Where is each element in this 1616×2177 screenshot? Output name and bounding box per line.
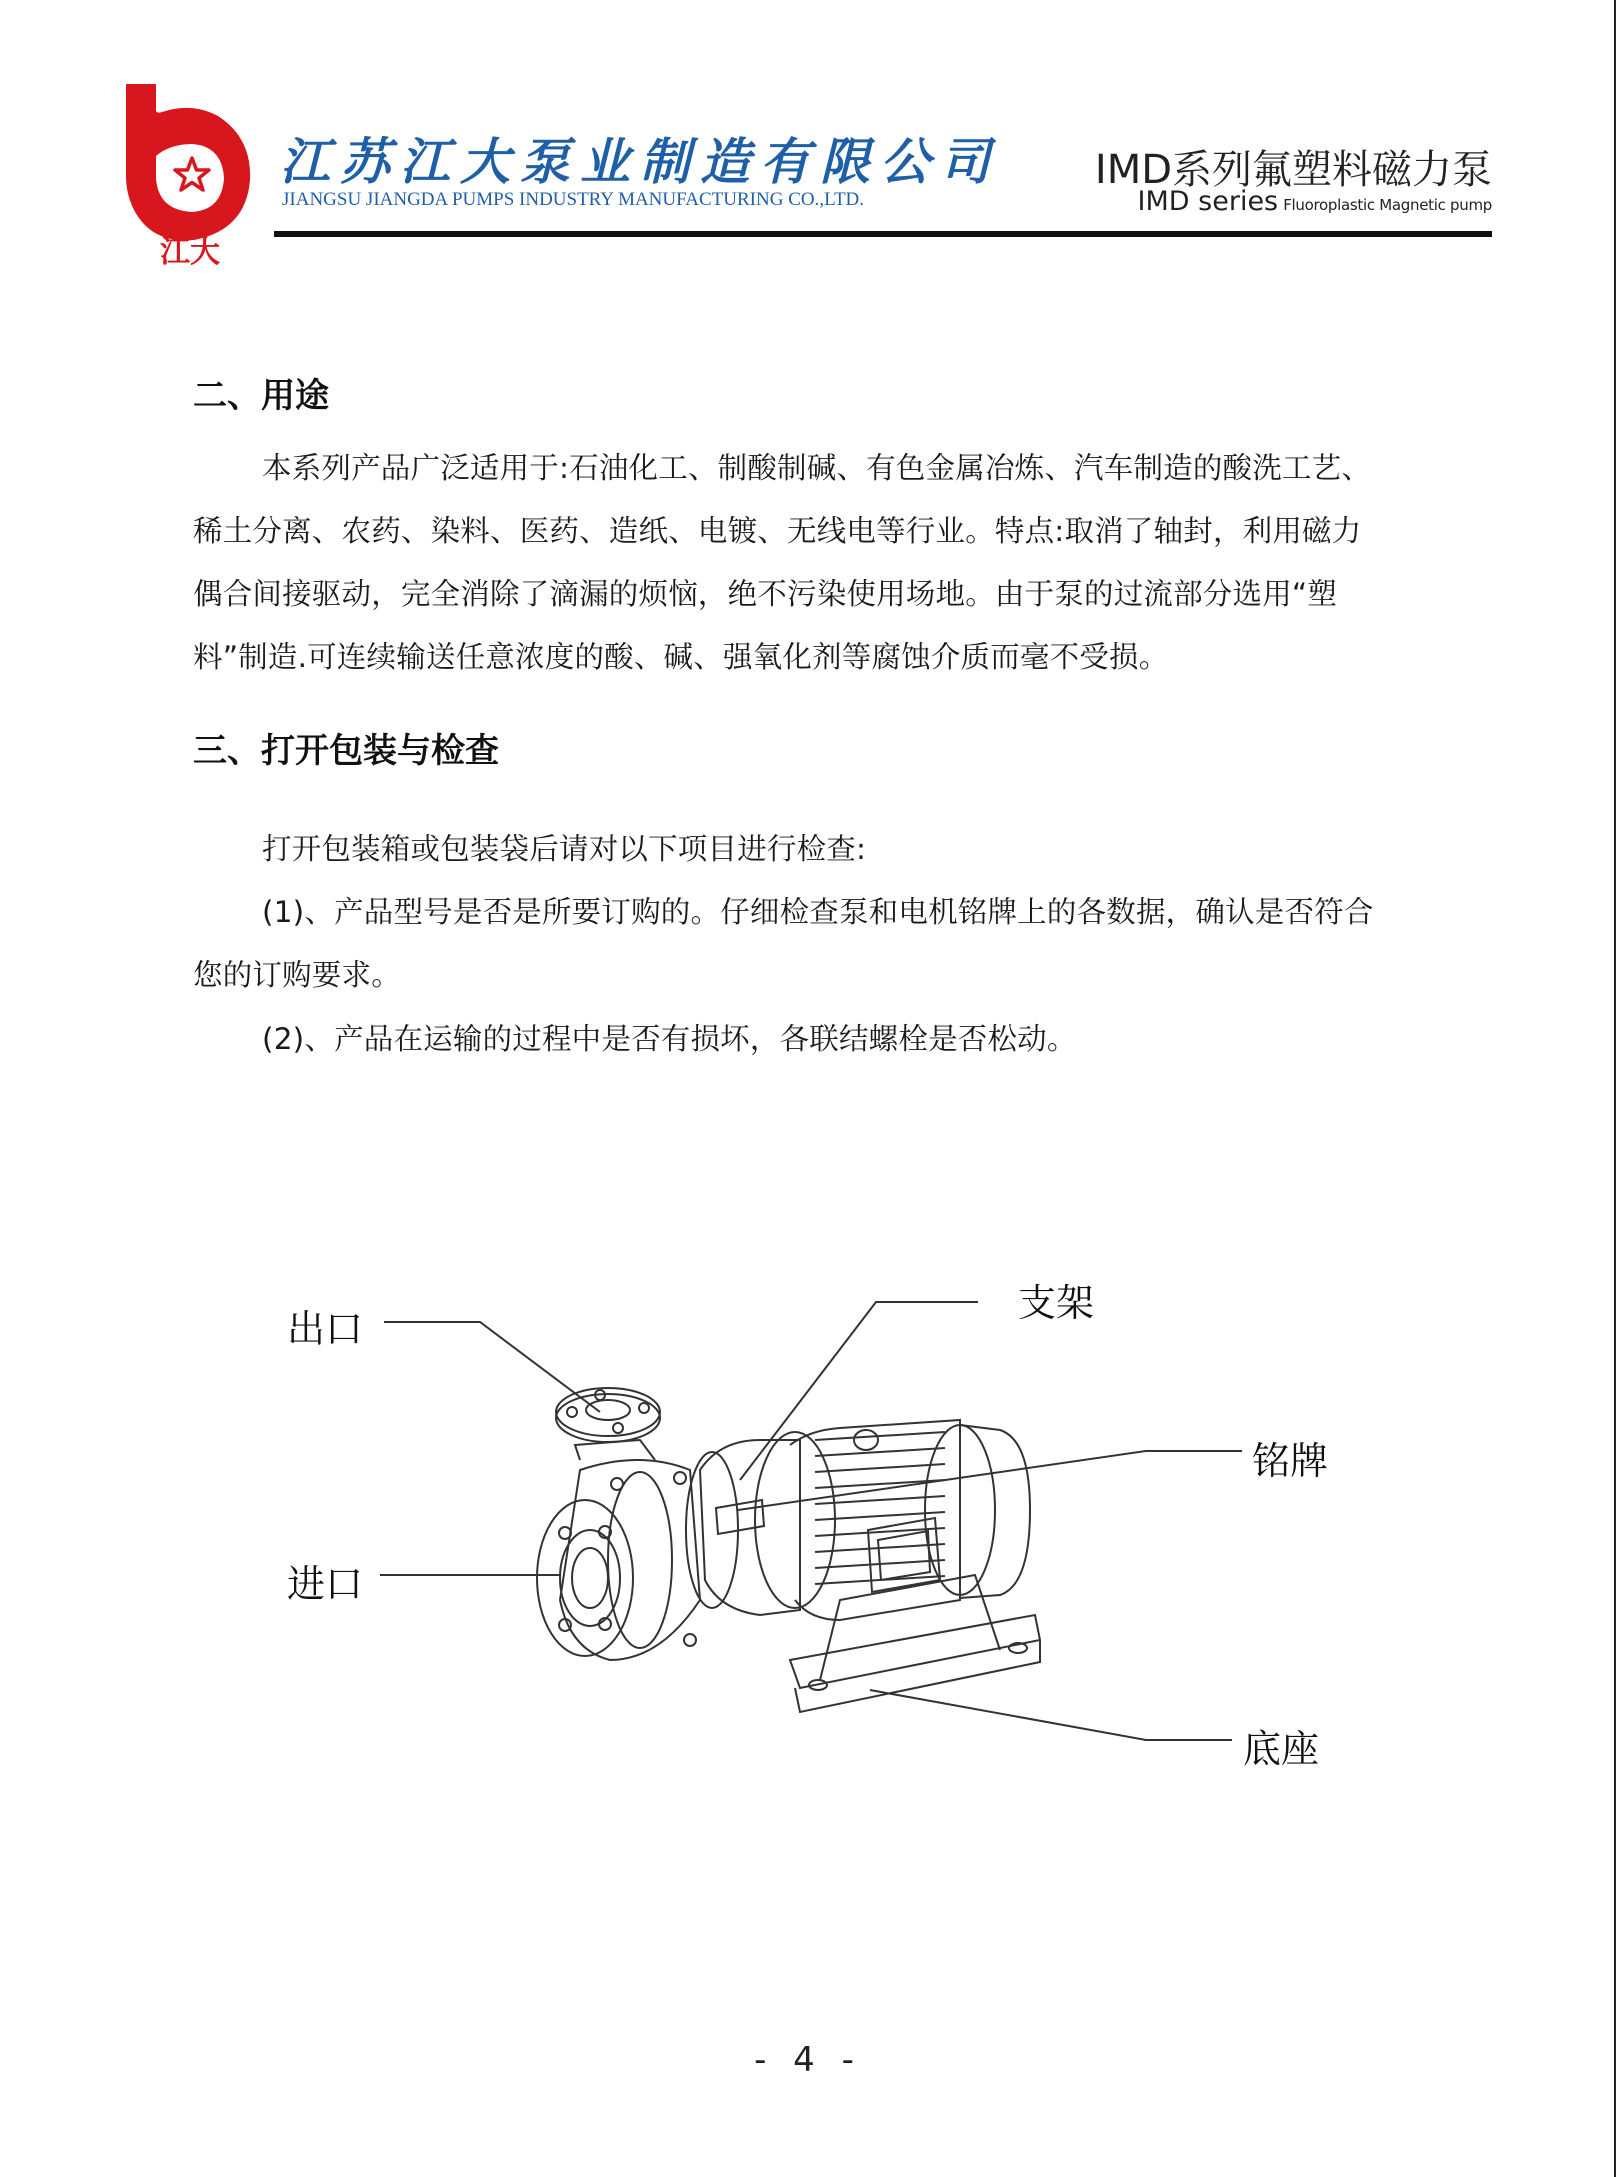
section-heading-usage: 二、用途 <box>193 376 329 416</box>
usage-paragraph-line: 稀土分离、农药、染料、医药、造纸、电镀、无线电等行业。特点:取消了轴封，利用磁力 <box>193 514 1362 548</box>
page-number: - 4 - <box>754 2040 862 2080</box>
outlet-flange <box>556 1394 660 1442</box>
usage-paragraph-line: 料”制造.可连续输送任意浓度的酸、碱、强氧化剂等腐蚀介质而毫不受损。 <box>193 640 1169 674</box>
series-subtitle-main: IMD series <box>1137 186 1279 217</box>
outlet-callout-line <box>384 1322 600 1412</box>
base-callout-line <box>870 1690 1232 1740</box>
series-subtitle-desc: Fluoroplastic Magnetic pump <box>1283 196 1492 214</box>
inlet-flange <box>537 1500 633 1656</box>
label-inlet: 进口 <box>287 1562 364 1606</box>
usage-paragraph-line: 偶合间接驱动，完全消除了滴漏的烦恼，绝不污染使用场地。由于泵的过流部分选用“塑 <box>193 577 1338 611</box>
company-name-en: JIANGSU JIANGDA PUMPS INDUSTRY MANUFACTURING CO.,LTD. <box>282 189 865 210</box>
nameplate <box>716 1500 764 1534</box>
label-bracket: 支架 <box>1018 1281 1095 1325</box>
label-outlet: 出口 <box>287 1307 364 1351</box>
nameplate-callout-line <box>738 1451 1242 1510</box>
section-heading-unpacking: 三、打开包装与检查 <box>193 731 499 771</box>
company-name-cn: 江苏江大泵业制造有限公司 <box>280 132 1000 191</box>
label-base: 底座 <box>1243 1727 1320 1771</box>
usage-paragraph-line: 本系列产品广泛适用于:石油化工、制酸制碱、有色金属冶炼、汽车制造的酸洗工艺、 <box>262 451 1372 485</box>
unpacking-paragraph-line: (1)、产品型号是否是所要订购的。仔细检查泵和电机铭牌上的各数据，确认是否符合 <box>262 895 1374 929</box>
label-nameplate: 铭牌 <box>1252 1439 1329 1483</box>
series-title: IMD系列氟塑料磁力泵 <box>1094 147 1492 193</box>
pump-casing <box>560 1460 700 1660</box>
unpacking-paragraph-line: (2)、产品在运输的过程中是否有损坏，各联结螺栓是否松动。 <box>262 1022 1077 1056</box>
unpacking-paragraph-line: 打开包装箱或包装袋后请对以下项目进行检查: <box>262 832 867 866</box>
unpacking-paragraph-line: 您的订购要求。 <box>193 958 401 992</box>
logo-text: 江大 <box>160 235 220 265</box>
